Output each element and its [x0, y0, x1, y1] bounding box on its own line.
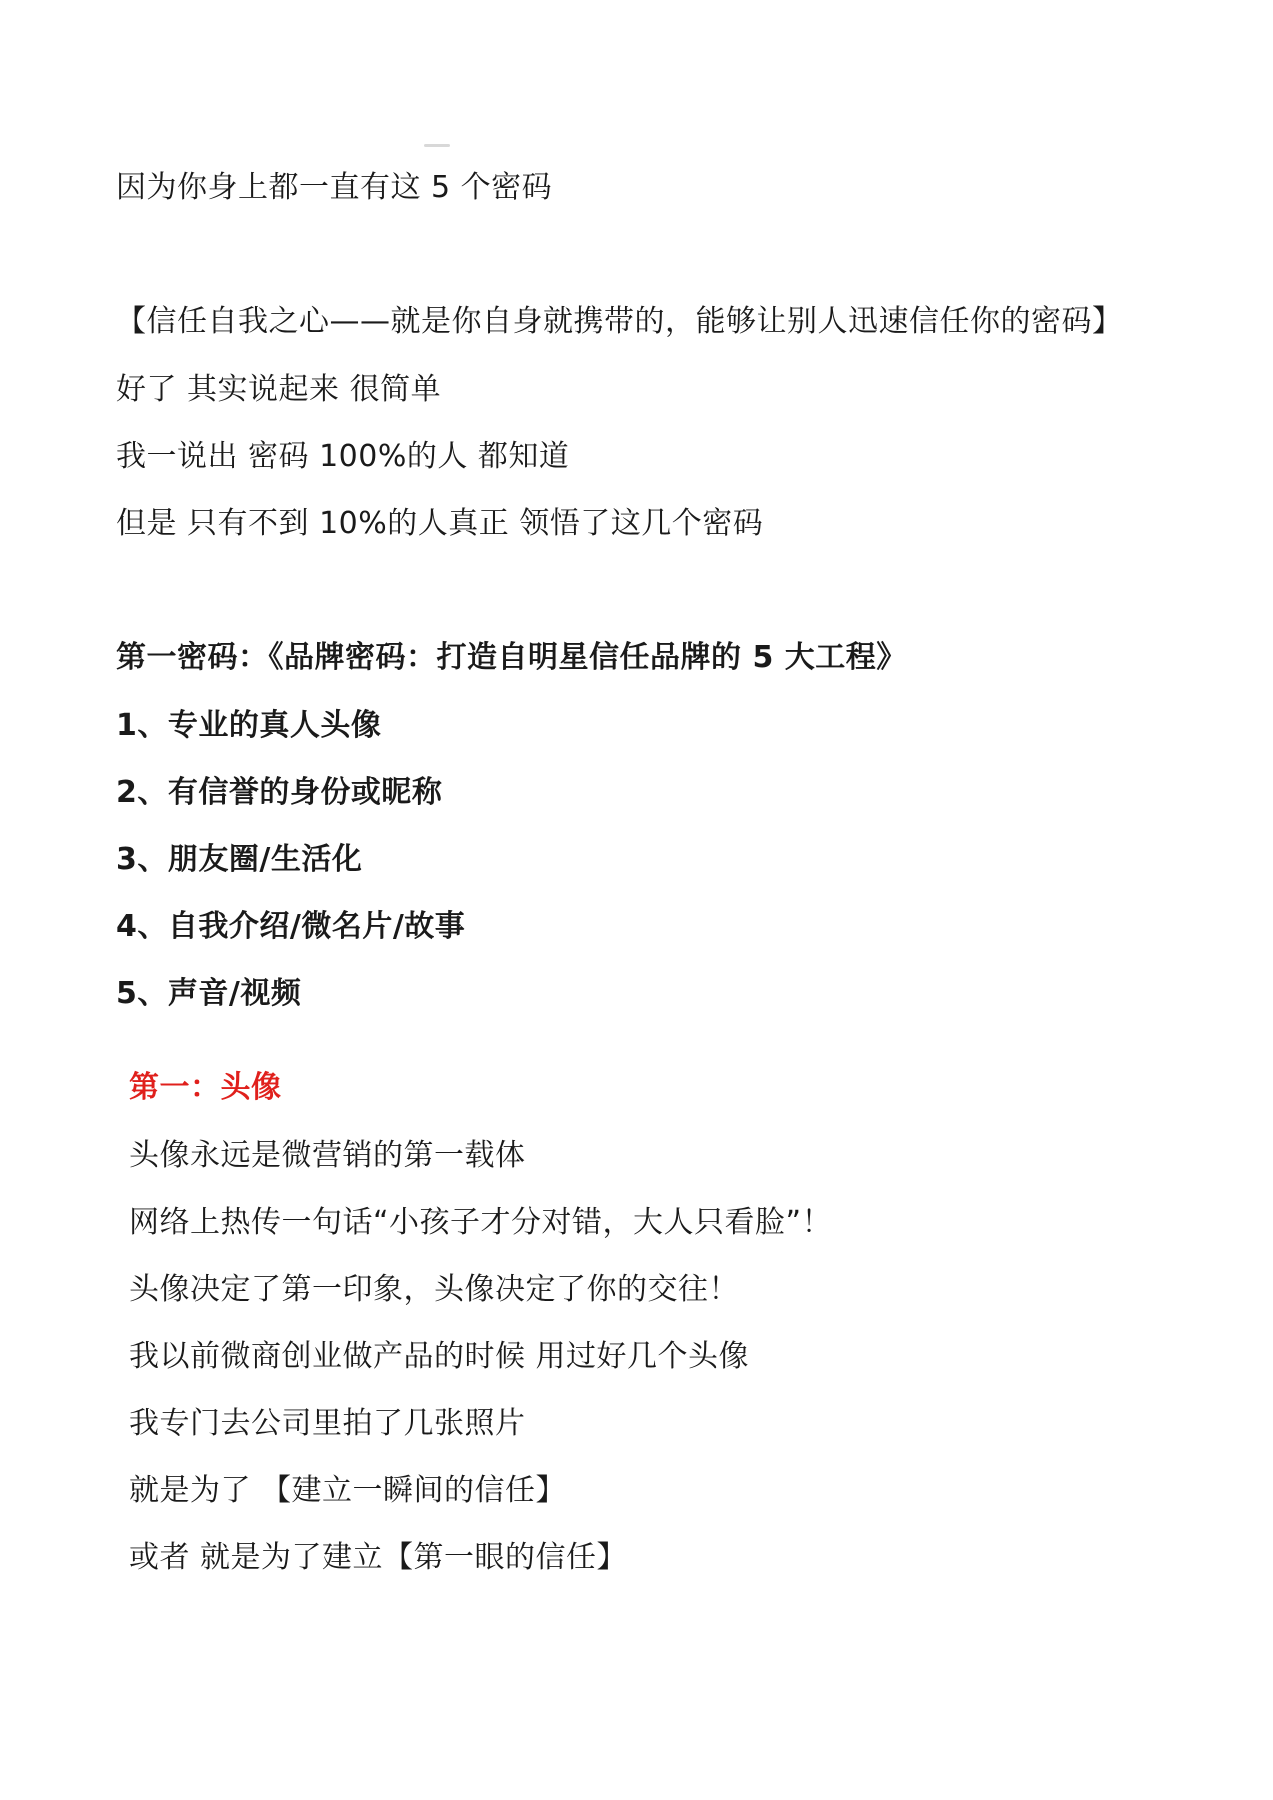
avatar-line: 我专门去公司里拍了几张照片: [129, 1406, 526, 1441]
brand-list-item: 2、有信誉的身份或昵称: [116, 775, 443, 810]
avatar-line: 我以前微商创业做产品的时候 用过好几个头像: [129, 1339, 750, 1374]
avatar-line: 就是为了 【建立一瞬间的信任】: [129, 1473, 567, 1508]
brand-list-item: 3、朋友圈/生活化: [116, 842, 363, 877]
scan-mark: [424, 144, 450, 147]
avatar-line: 头像永远是微营销的第一载体: [129, 1138, 526, 1173]
brand-list-item: 4、自我介绍/微名片/故事: [116, 909, 466, 944]
brand-title: 第一密码：《品牌密码：打造自明星信任品牌的 5 大工程》: [116, 640, 907, 675]
brand-list-item: 5、声音/视频: [116, 976, 302, 1011]
brand-list-item: 1、专业的真人头像: [116, 708, 382, 743]
avatar-line: 网络上热传一句话“小孩子才分对错，大人只看脸”！: [129, 1205, 833, 1240]
trust-line: 我一说出 密码 100%的人 都知道: [116, 439, 570, 474]
avatar-heading: 第一：头像: [129, 1070, 282, 1105]
trust-heading: 【信任自我之心——就是你自身就携带的，能够让别人迅速信任你的密码】: [116, 304, 1123, 339]
avatar-line: 头像决定了第一印象，头像决定了你的交往！: [129, 1272, 739, 1307]
trust-line: 但是 只有不到 10%的人真正 领悟了这几个密码: [116, 506, 764, 541]
avatar-line: 或者 就是为了建立【第一眼的信任】: [129, 1540, 628, 1575]
intro-line: 因为你身上都一直有这 5 个密码: [116, 170, 553, 205]
trust-line: 好了 其实说起来 很简单: [116, 372, 442, 407]
